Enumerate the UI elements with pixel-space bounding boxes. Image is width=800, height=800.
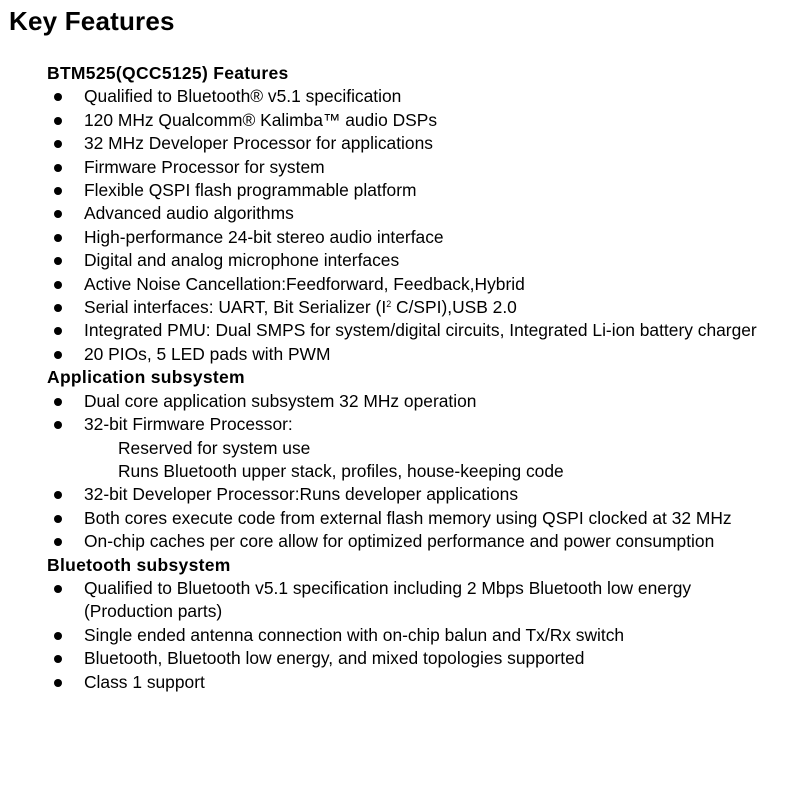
bullet-icon: [54, 351, 62, 359]
bullet-icon: [54, 164, 62, 172]
list-item: [47, 273, 764, 296]
list-item-text: Flexible QSPI flash programmable platform: [84, 180, 417, 201]
bullet-icon: [54, 538, 62, 546]
list-item-text: Advanced audio algorithms: [84, 203, 294, 224]
list-item: [47, 530, 764, 553]
list-item-text: High-performance 24-bit stereo audio interface: [84, 226, 444, 247]
list-item-text: On-chip caches per core allow for optimized performance and power consumption: [84, 531, 715, 552]
list-item: [47, 343, 764, 366]
bullet-icon: [54, 304, 62, 312]
list-item: [47, 319, 764, 342]
list-item: [47, 249, 764, 272]
list-item: [47, 226, 764, 249]
list-item-text: Both cores execute code from external flash memory using QSPI clocked at 32 MHz: [84, 507, 732, 528]
list-item-text: Bluetooth, Bluetooth low energy, and mixed topologies supported: [84, 648, 585, 669]
list-item: [47, 413, 764, 483]
superscript: 2: [386, 299, 392, 310]
bullet-icon: [54, 679, 62, 687]
list-item-text: Class 1 support: [84, 671, 205, 692]
list-item: [47, 390, 764, 413]
list-item: [47, 156, 764, 179]
list-item: [47, 202, 764, 225]
section-bluetooth-subsystem: [47, 554, 787, 694]
list-item-text: Qualified to Bluetooth® v5.1 specification: [84, 86, 402, 107]
list-item-text: Digital and analog microphone interfaces: [84, 250, 400, 271]
bullet-icon: [54, 585, 62, 593]
section-heading: BTM525(QCC5125) Features: [47, 63, 289, 83]
feature-list: [47, 577, 787, 694]
section-heading: Application subsystem: [47, 367, 245, 388]
feature-list: [47, 85, 787, 366]
list-item: [47, 179, 764, 202]
bullet-icon: [54, 655, 62, 663]
bullet-icon: [54, 491, 62, 499]
feature-content: [47, 62, 787, 694]
bullet-icon: [54, 398, 62, 406]
list-item: [47, 85, 764, 108]
text-part: Serial interfaces: UART, Bit Serializer (I: [84, 297, 387, 318]
bullet-icon: [54, 117, 62, 125]
list-item: [47, 296, 764, 319]
list-item-text: Qualified to Bluetooth v5.1 specification including 2 Mbps Bluetooth low energy (Production parts): [84, 577, 692, 622]
list-item: [47, 507, 764, 530]
text-part: C/SPI),USB 2.0: [391, 297, 517, 318]
bullet-icon: [54, 515, 62, 523]
list-item-text: Single ended antenna connection with on-chip balun and Tx/Rx switch: [84, 624, 625, 645]
list-item: [47, 647, 764, 670]
list-item: [47, 624, 764, 647]
section-application-subsystem: [47, 366, 787, 553]
bullet-icon: [54, 327, 62, 335]
sub-item: Runs Bluetooth upper stack, profiles, house-keeping code: [118, 460, 564, 481]
list-item-text: 120 MHz Qualcomm® Kalimba™ audio DSPs: [84, 109, 438, 130]
bullet-icon: [54, 210, 62, 218]
list-item-text: Dual core application subsystem 32 MHz operation: [84, 390, 477, 411]
bullet-icon: [54, 93, 62, 101]
bullet-icon: [54, 421, 62, 429]
list-item-text: Firmware Processor for system: [84, 156, 325, 177]
list-item: [47, 483, 764, 506]
bullet-icon: [54, 140, 62, 148]
section-heading: Bluetooth subsystem: [47, 554, 231, 575]
list-item-text: 32-bit Developer Processor:Runs developer applications: [84, 484, 519, 505]
list-item: [47, 109, 764, 132]
bullet-icon: [54, 281, 62, 289]
bullet-icon: [54, 187, 62, 195]
feature-list: [47, 390, 787, 554]
list-item-text: Active Noise Cancellation:Feedforward, Feedback,Hybrid: [84, 273, 525, 294]
list-item-text: 20 PIOs, 5 LED pads with PWM: [84, 343, 331, 364]
list-item-text: [84, 297, 517, 317]
list-item-text: 32-bit Firmware Processor:: [84, 414, 293, 435]
page-title: Key Features: [9, 6, 175, 36]
list-item: [47, 577, 764, 624]
sub-item: Reserved for system use: [118, 437, 311, 458]
bullet-icon: [54, 632, 62, 640]
bullet-icon: [54, 257, 62, 265]
list-item: [47, 132, 764, 155]
list-item-text: 32 MHz Developer Processor for applications: [84, 133, 433, 154]
list-item-text: Integrated PMU: Dual SMPS for system/digital circuits, Integrated Li-ion battery charger: [84, 320, 757, 341]
bullet-icon: [54, 234, 62, 242]
list-item: [47, 671, 764, 694]
section-btm525-features: [47, 62, 787, 366]
